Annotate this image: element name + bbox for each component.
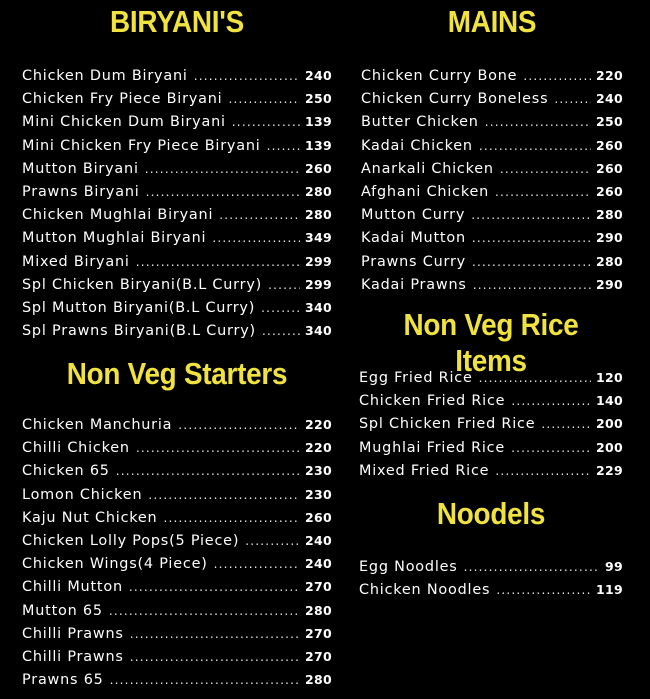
dot-leader [228,88,300,111]
non-veg-rice-list [359,366,623,482]
menu-item-price: 99 [605,559,623,574]
menu-item-price: 260 [305,160,332,176]
dot-leader [109,600,300,623]
menu-item-name: Mini Chicken Fry Piece Biryani [22,137,261,154]
menu-item [361,180,623,203]
menu-item-price: 250 [596,114,623,130]
menu-item-price: 280 [596,253,623,269]
dot-leader [261,297,300,320]
menu-item-price: 280 [305,672,332,688]
menu-item-price: 240 [305,68,332,83]
menu-item-price: 140 [596,393,623,409]
menu-item [22,296,332,319]
dot-leader [500,158,591,181]
menu-item [22,622,332,645]
menu-item-price: 139 [305,137,332,153]
menu-item [22,413,332,436]
menu-item-price: 260 [596,137,623,153]
dot-leader [219,204,300,227]
menu-item-price: 299 [305,253,332,269]
dot-leader [146,181,300,204]
menu-item-name: Chicken Noodles [359,582,491,599]
menu-item-name: Spl Mutton Biryani(B.L Curry) [22,299,256,316]
dot-leader [464,556,600,579]
menu-item-name: Mutton Biryani [22,160,139,177]
mains-section [361,4,623,296]
menu-item-price: 260 [596,160,623,176]
menu-item-name: Chicken Fried Rice [359,393,506,410]
dot-leader [479,135,591,158]
menu-item [361,250,623,273]
menu-item-price: 280 [305,207,332,223]
menu-item-price: 280 [596,207,623,223]
menu-item-name: Chicken Fry Piece Biryani [22,91,223,108]
menu-item-name: Chilli Chicken [22,440,130,457]
dot-leader [130,623,300,646]
non-veg-starters-section [22,356,332,691]
menu-item [22,226,332,249]
dot-leader [136,251,300,274]
menu-item [359,412,623,435]
dot-leader [554,88,591,111]
menu-item [359,459,623,482]
mains-list [361,64,623,296]
menu-item [359,555,623,578]
menu-item-name: Mughlai Fried Rice [359,439,506,456]
dot-leader [194,65,300,88]
menu-item [359,389,623,412]
menu-item-price: 349 [305,230,332,246]
menu-item-price: 240 [305,556,332,572]
menu-item-price: 220 [305,440,332,456]
menu-item-price: 230 [305,463,332,479]
menu-item-name: Prawns 65 [22,672,104,689]
menu-item-name: Chicken Curry Boneless [361,91,549,108]
dot-leader [268,274,300,297]
menu-item [361,110,623,133]
menu-item-price: 270 [305,579,332,595]
dot-leader [116,460,300,483]
noodles-title: Noodels [436,496,546,531]
dot-leader [496,579,591,602]
menu-item-price: 250 [305,91,332,107]
dot-leader [511,390,591,413]
menu-item [22,506,332,529]
menu-item-price: 119 [596,582,623,598]
menu-item-name: Mutton Mughlai Biryani [22,230,207,247]
menu-item [361,134,623,157]
menu-item-name: Butter Chicken [361,114,479,131]
dot-leader [471,204,591,227]
menu-item [361,157,623,180]
menu-item-price: 270 [305,625,332,641]
menu-item [361,87,623,110]
dot-leader [541,413,591,436]
non-veg-rice-section [359,307,623,482]
menu-item-name: Spl Chicken Biryani(B.L Curry) [22,276,263,293]
menu-item-name: Afghani Chicken [361,183,490,200]
menu-item-price: 200 [596,439,623,455]
non-veg-rice-title: Non Veg Rice Items [403,307,579,378]
menu-item-name: Chicken Curry Bone [361,68,518,84]
menu-item-name: Mixed Fried Rice [359,462,490,479]
dot-leader [267,135,300,158]
menu-item-name: Chicken Dum Biryani [22,68,188,84]
menu-item-name: Kadai Chicken [361,137,473,154]
biryanis-section [22,4,332,342]
dot-leader [163,507,300,530]
menu-item-name: Chicken Mughlai Biryani [22,207,214,224]
menu-item-name: Anarkali Chicken [361,160,494,177]
menu-item-name: Egg Noodles [359,559,458,575]
menu-item-name: Mixed Biryani [22,253,130,270]
dot-leader [485,111,591,134]
dot-leader [110,669,300,692]
menu-item [22,203,332,226]
dot-leader [262,320,300,343]
menu-item-price: 260 [305,509,332,525]
menu-item-name: Mini Chicken Dum Biryani [22,114,226,131]
menu-item [22,134,332,157]
menu-item [22,250,332,273]
dot-leader [212,227,300,250]
dot-leader [472,251,591,274]
menu-item-name: Lomon Chicken [22,486,143,503]
menu-item-name: Prawns Curry [361,253,466,270]
biryanis-title: BIRYANI'S [110,4,244,39]
menu-item [22,645,332,668]
menu-item-price: 139 [305,114,332,130]
menu-item-price: 240 [596,91,623,107]
menu-item-price: 290 [596,276,623,292]
menu-item [361,273,623,296]
menu-item-name: Chilli Prawns [22,648,124,665]
dot-leader [136,437,300,460]
menu-item [361,203,623,226]
menu-item-price: 240 [305,532,332,548]
menu-item [22,110,332,133]
menu-item [22,273,332,296]
menu-item-name: Kadai Prawns [361,276,467,293]
menu-item-price: 280 [305,183,332,199]
menu-item-price: 299 [305,276,332,292]
menu-item [22,180,332,203]
menu-item-name: Spl Prawns Biryani(B.L Curry) [22,323,256,340]
menu-item-price: 270 [305,648,332,664]
dot-leader [511,437,591,460]
menu-item [22,157,332,180]
menu-item-name: Kadai Mutton [361,230,466,247]
menu-item-price: 120 [596,370,623,385]
menu-item [361,226,623,249]
noodles-list [359,555,623,601]
dot-leader [178,414,300,437]
menu-item-price: 340 [305,299,332,315]
dot-leader [245,530,300,553]
mains-title: MAINS [447,4,537,39]
menu-item [22,436,332,459]
menu-item-price: 200 [596,416,623,432]
dot-leader [148,484,300,507]
menu-item-name: Mutton 65 [22,602,103,619]
menu-item-price: 220 [596,68,623,83]
menu-item-name: Chicken Wings(4 Piece) [22,556,208,573]
menu-item-name: Kaju Nut Chicken [22,509,158,526]
dot-leader [129,576,300,599]
non-veg-starters-title: Non Veg Starters [66,356,288,391]
menu-item [22,459,332,482]
menu-item-name: Chilli Prawns [22,625,124,642]
non-veg-starters-list [22,413,332,691]
menu-item-price: 260 [596,183,623,199]
menu-item-name: Mutton Curry [361,207,466,224]
menu-item [22,319,332,342]
menu-item-price: 229 [596,462,623,478]
menu-item [22,64,332,87]
biryanis-list [22,64,332,342]
menu-item [361,64,623,87]
menu-item-name: Chicken 65 [22,463,110,480]
dot-leader [130,646,300,669]
menu-item [22,599,332,622]
menu-item-name: Spl Chicken Fried Rice [359,416,536,433]
menu-item [22,575,332,598]
menu-item [22,529,332,552]
noodles-section [359,496,623,601]
dot-leader [145,158,300,181]
menu-item-name: Chilli Mutton [22,579,123,596]
menu-item [22,483,332,506]
menu-item [359,436,623,459]
menu-item [22,668,332,691]
menu-item [22,552,332,575]
menu-item-price: 290 [596,230,623,246]
menu-item-price: 340 [305,323,332,339]
menu-item [359,578,623,601]
menu-item-name: Prawns Biryani [22,183,140,200]
menu-item [22,87,332,110]
dot-leader [495,460,591,483]
menu-item-price: 220 [305,417,332,432]
dot-leader [472,227,591,250]
dot-leader [473,274,591,297]
dot-leader [232,111,300,134]
menu-item-name: Chicken Lolly Pops(5 Piece) [22,532,240,549]
dot-leader [214,553,300,576]
menu-item-name: Chicken Manchuria [22,417,173,433]
menu-item-price: 230 [305,486,332,502]
menu-item-name: Egg Fried Rice [359,370,473,386]
menu-item-price: 280 [305,602,332,618]
dot-leader [523,65,591,88]
dot-leader [495,181,591,204]
